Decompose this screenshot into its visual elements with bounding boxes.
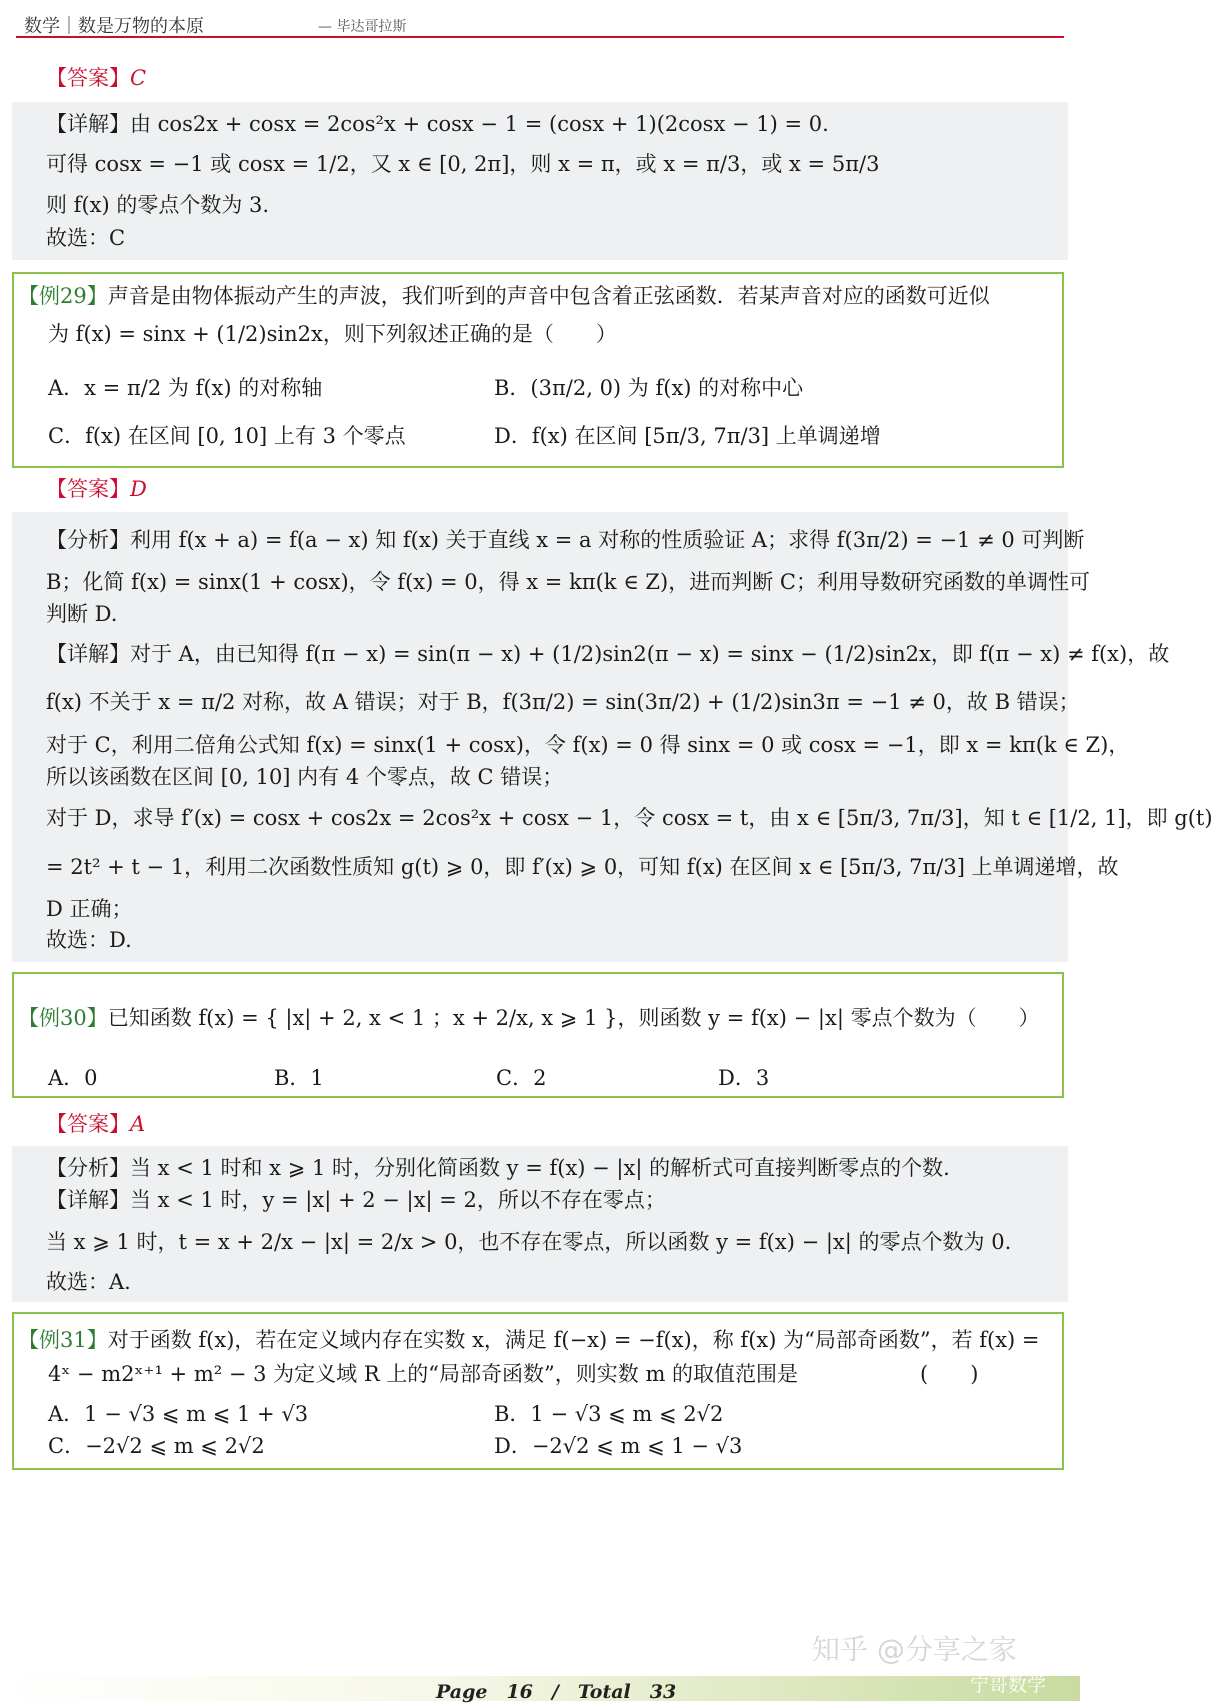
answer-label-1: 【答案】C xyxy=(46,66,147,90)
example-30-option-d: D．3 xyxy=(718,1066,770,1090)
example-30-option-a: A．0 xyxy=(48,1066,98,1090)
example-31-option-c: C．−2√2 ⩽ m ⩽ 2√2 xyxy=(48,1434,265,1458)
solution-2-line-8: 对于 D，求导 f′(x) = cosx + cos2x = 2cos²x + cosx − 1，令 cosx = t，由 x ∈ [5π/3, 7π/3]，知 t ∈ [1/2, 1]，即 g(t) xyxy=(46,806,1213,830)
solution-2-line-5: f(x) 不关于 x = π/2 对称，故 A 错误；对于 B，f(3π/2) = sin(3π/2) + (1/2)sin3π = −1 ≠ 0，故 B 错误； xyxy=(46,690,1080,714)
example-30-option-c: C．2 xyxy=(496,1066,547,1090)
solution-block-2 xyxy=(12,512,1213,962)
solution-1-line-2: 可得 cosx = −1 或 cosx = 1/2，又 x ∈ [0, 2π]，则 x = π，或 x = π/3，或 x = 5π/3 xyxy=(46,152,880,176)
example-29-option-a: A．x = π/2 为 f(x) 的对称轴 xyxy=(48,376,323,400)
solution-3-line-1: 【分析】当 x < 1 时和 x ⩾ 1 时，分别化简函数 y = f(x) − |x| 的解析式可直接判断零点的个数. xyxy=(46,1156,950,1180)
solution-2-line-2: B；化简 f(x) = sinx(1 + cosx)，令 f(x) = 0，得 x = kπ(k ∈ Z)，进而判断 C；利用导数研究函数的单调性可 xyxy=(46,570,1090,594)
solution-2-line-11: 故选：D. xyxy=(46,928,132,952)
solution-3-line-3: 当 x ⩾ 1 时，t = x + 2/x − |x| = 2/x > 0，也不存在零点，所以函数 y = f(x) − |x| 的零点个数为 0. xyxy=(46,1230,1012,1254)
example-29-option-b: B．(3π/2, 0) 为 f(x) 的对称中心 xyxy=(494,376,804,400)
solution-1-line-4: 故选：C xyxy=(46,226,126,250)
solution-1-line-1: 【详解】由 cos2x + cosx = 2cos²x + cosx − 1 = (cosx + 1)(2cosx − 1) = 0. xyxy=(46,112,829,136)
solution-2-line-1: 【分析】利用 f(x + a) = f(a − x) 知 f(x) 关于直线 x = a 对称的性质验证 A；求得 f(3π/2) = −1 ≠ 0 可判断 xyxy=(46,528,1085,552)
example-29-option-d: D．f(x) 在区间 [5π/3, 7π/3] 上单调递增 xyxy=(494,424,881,448)
solution-2-line-7: 所以该函数在区间 [0, 10] 内有 4 个零点，故 C 错误； xyxy=(46,765,564,789)
answer-label-3: 【答案】A xyxy=(46,1112,146,1136)
example-31-option-b: B．1 − √3 ⩽ m ⩽ 2√2 xyxy=(494,1402,724,1426)
example-29-box xyxy=(12,272,1064,468)
example-31-box xyxy=(12,1312,1064,1470)
example-29-line-2: 为 f(x) = sinx + (1/2)sin2x，则下列叙述正确的是（ ） xyxy=(48,322,617,346)
example-31-answer-paren: ( ) xyxy=(920,1362,979,1386)
solution-2-line-6: 对于 C，利用二倍角公式知 f(x) = sinx(1 + cosx)，令 f(x) = 0 得 sinx = 0 或 cosx = −1，即 x = kπ(k ∈ Z)， xyxy=(46,733,1130,757)
page-number: Page 16 / Total 33 xyxy=(436,1681,677,1703)
solution-2-line-10: D 正确； xyxy=(46,897,133,921)
solution-2-line-3: 判断 D. xyxy=(46,602,118,626)
solution-block-3 xyxy=(12,1146,1068,1302)
page-footer xyxy=(0,1660,1080,1701)
solution-3-line-2: 【详解】当 x < 1 时，y = |x| + 2 − |x| = 2，所以不存在零点； xyxy=(46,1188,666,1212)
watermark-zhihu: 知乎 @分享之家 xyxy=(812,1633,1017,1666)
answer-label-2: 【答案】D xyxy=(46,477,147,501)
solution-block-1 xyxy=(12,102,1068,260)
example-31-option-d: D．−2√2 ⩽ m ⩽ 1 − √3 xyxy=(494,1434,743,1458)
example-31-line-2: 4ˣ − m2ˣ⁺¹ + m² − 3 为定义域 R 上的“局部奇函数”，则实数 m 的取值范围是 xyxy=(48,1362,799,1386)
example-29-line-1: 【例29】声音是由物体振动产生的声波，我们听到的声音中包含着正弦函数．若某声音对应的函数可近似 xyxy=(18,284,990,308)
example-31-line-1: 【例31】对于函数 f(x)，若在定义域内存在实数 x，满足 f(−x) = −f(x)，称 f(x) 为“局部奇函数”，若 f(x) = xyxy=(18,1328,1040,1352)
example-29-option-c: C．f(x) 在区间 [0, 10] 上有 3 个零点 xyxy=(48,424,406,448)
example-30-option-b: B．1 xyxy=(274,1066,324,1090)
header-title: 数学｜数是万物的本原 xyxy=(24,16,204,37)
example-31-option-a: A．1 − √3 ⩽ m ⩽ 1 + √3 xyxy=(48,1402,309,1426)
page-header xyxy=(16,6,1064,38)
solution-2-line-4: 【详解】对于 A，由已知得 f(π − x) = sin(π − x) + (1/2)sin2(π − x) = sinx − (1/2)sin2x，即 f(π − x) ≠ f(x)，故 xyxy=(46,642,1170,666)
solution-2-line-9: = 2t² + t − 1，利用二次函数性质知 g(t) ⩾ 0，即 f′(x) ⩾ 0，可知 f(x) 在区间 x ∈ [5π/3, 7π/3] 上单调递增，故 xyxy=(46,855,1119,879)
solution-1-line-3: 则 f(x) 的零点个数为 3. xyxy=(46,193,270,217)
header-subtitle: — 毕达哥拉斯 xyxy=(318,19,407,35)
solution-3-line-4: 故选：A. xyxy=(46,1270,131,1294)
example-30-box xyxy=(12,972,1064,1098)
watermark-author: 宁哥数学 xyxy=(970,1674,1047,1696)
example-30-line-1: 【例30】已知函数 f(x) = { |x| + 2, x < 1 ；x + 2/x, x ⩾ 1 }，则函数 y = f(x) − |x| 零点个数为（ ） xyxy=(18,1006,1040,1030)
